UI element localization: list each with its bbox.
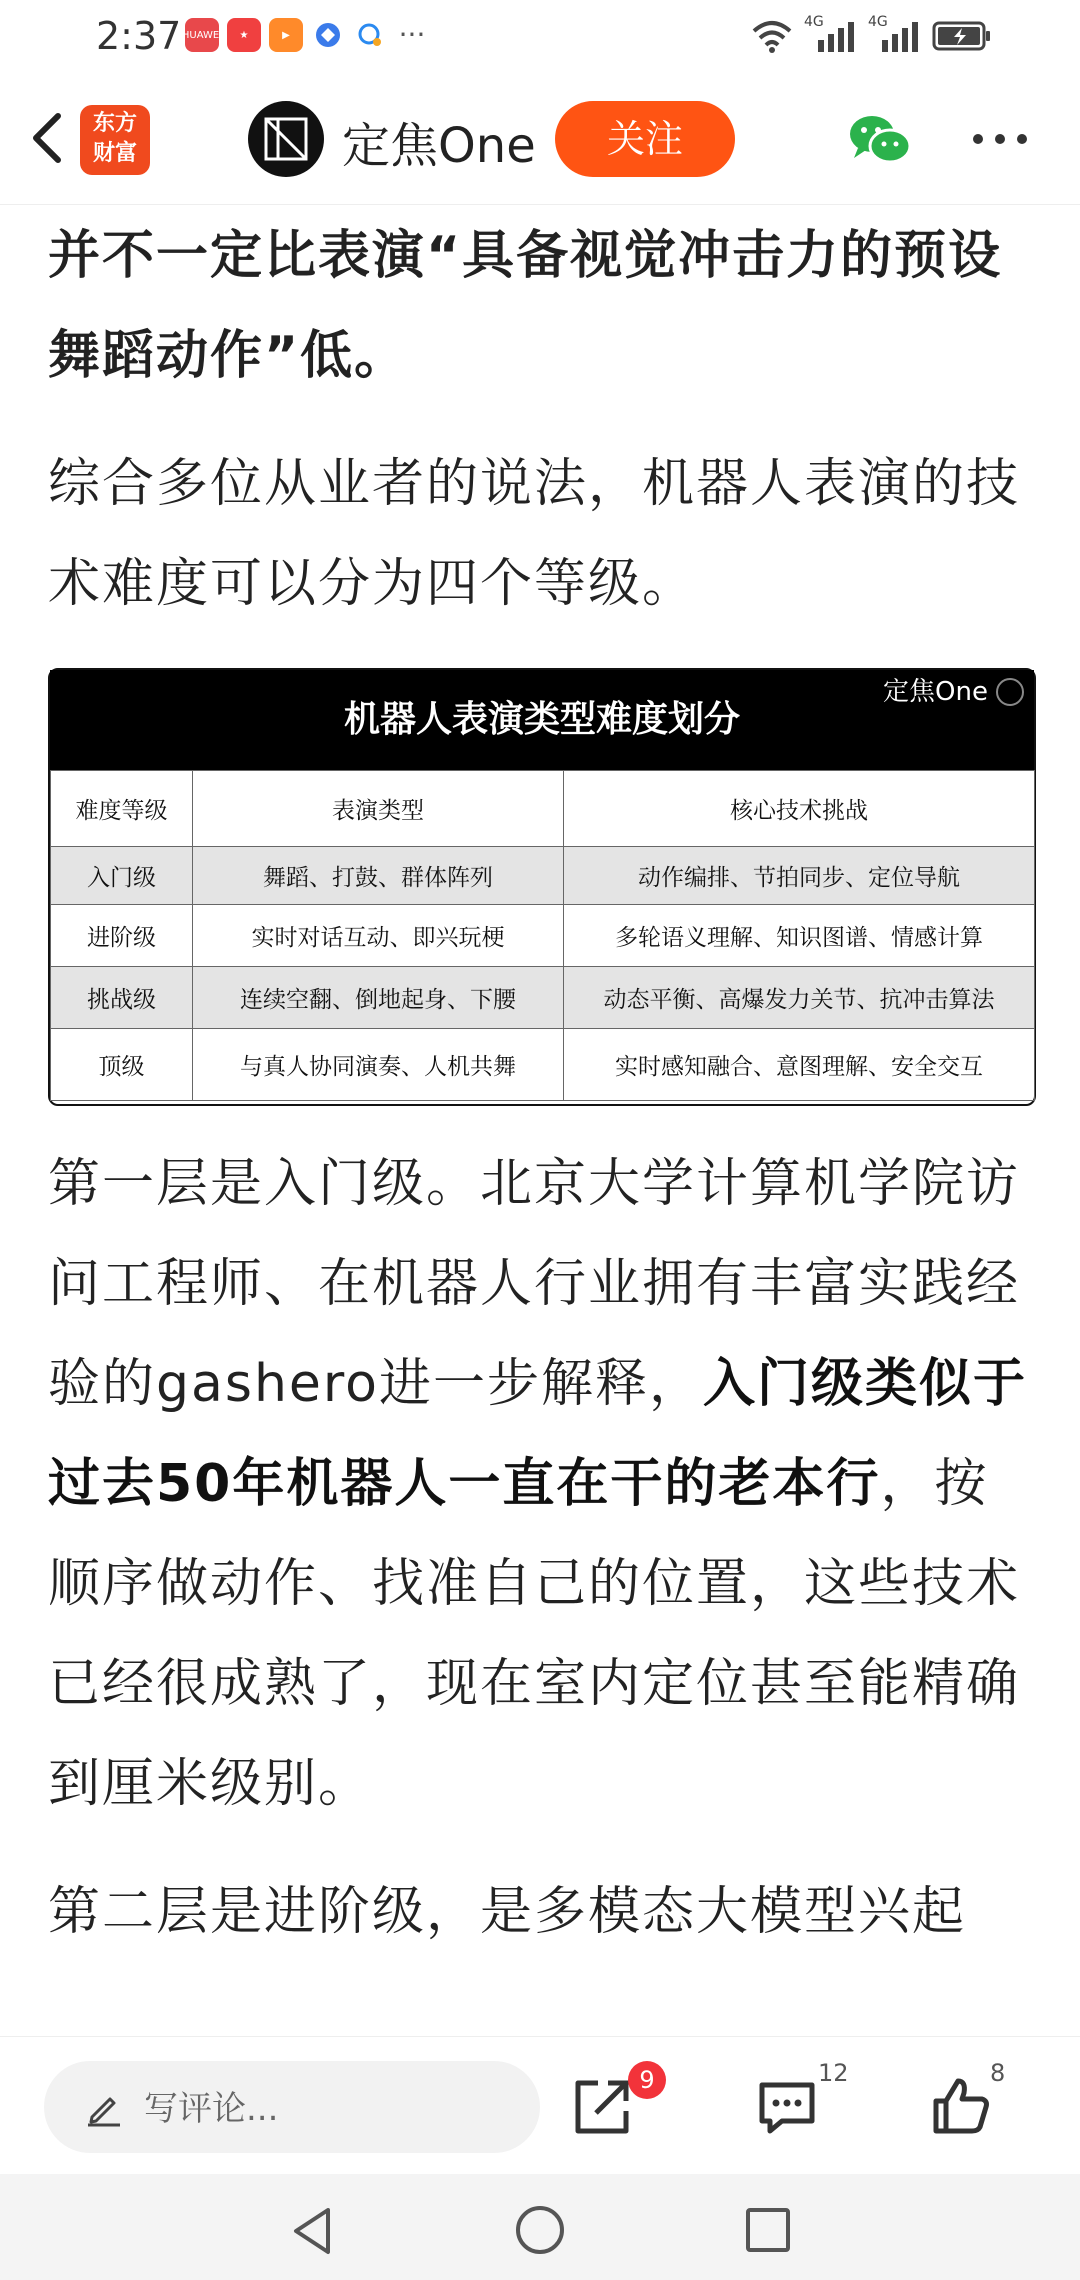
table-cell-level: 顶级 bbox=[51, 1029, 193, 1101]
table-header-cell: 核心技术挑战 bbox=[564, 771, 1035, 847]
nav-recent-icon[interactable] bbox=[746, 2208, 790, 2252]
author-avatar[interactable] bbox=[248, 101, 324, 177]
paragraph-3-bold: 入门级类似于过去50年机器人一直在干的老本行 bbox=[48, 1354, 1027, 1514]
like-count: 8 bbox=[990, 2059, 1006, 2087]
table-header-cell: 难度等级 bbox=[51, 771, 193, 847]
bottom-action-bar bbox=[0, 2036, 1080, 2175]
comment-placeholder: 写评论... bbox=[144, 2089, 279, 2129]
table-cell-type: 连续空翻、倒地起身、下腰 bbox=[193, 967, 564, 1029]
table-cell-level: 进阶级 bbox=[51, 905, 193, 967]
network-label: 4G bbox=[804, 14, 824, 30]
difficulty-table-image[interactable] bbox=[48, 668, 1036, 1106]
table-row bbox=[51, 847, 1035, 905]
watermark-logo-icon bbox=[996, 678, 1024, 706]
status-time: 2:37 bbox=[96, 14, 182, 58]
table-watermark: 定焦One bbox=[883, 677, 988, 707]
table-row bbox=[51, 967, 1035, 1029]
wifi-icon bbox=[752, 19, 792, 53]
article-body bbox=[48, 206, 1032, 1962]
table-cell-level: 挑战级 bbox=[51, 967, 193, 1029]
browser-icon bbox=[311, 18, 345, 52]
paragraph-3-end: ，按顺序做动作、找准自己的位置，这些技术已经很成熟了，现在室内定位甚至能精确到厘米级别。 bbox=[48, 1454, 1021, 1814]
share-button[interactable] bbox=[570, 2075, 634, 2139]
comments-button[interactable] bbox=[756, 2079, 818, 2135]
table-cell-type: 舞蹈、打鼓、群体阵列 bbox=[193, 847, 564, 905]
paragraph-3 bbox=[48, 1134, 1032, 1834]
article-header bbox=[0, 72, 1080, 205]
battery-icon bbox=[932, 20, 992, 52]
paragraph-3-start: 第一层是入门级。北京大学计算机学院访问工程师、在机器人行业拥有丰富实践经验的gashero进一步解释， bbox=[48, 1154, 1021, 1414]
table-title: 机器人表演类型难度划分 bbox=[343, 699, 740, 740]
share-badge: 9 bbox=[628, 2061, 666, 2099]
table-cell-challenge: 动态平衡、高爆发力关节、抗冲击算法 bbox=[564, 967, 1035, 1029]
table-header-cell: 表演类型 bbox=[193, 771, 564, 847]
paragraph-4: 第二层是进阶级，是多模态大模型兴起 bbox=[48, 1882, 967, 1942]
nav-home-icon[interactable] bbox=[516, 2206, 564, 2254]
paragraph-1: 并不一定比表演“具备视觉冲击力的预设舞蹈动作”低。 bbox=[48, 226, 1003, 386]
follow-button[interactable]: 关注 bbox=[555, 101, 735, 177]
status-right bbox=[752, 14, 992, 54]
table-cell-type: 实时对话互动、即兴玩梗 bbox=[193, 905, 564, 967]
network-label-2: 4G bbox=[868, 14, 888, 30]
table-cell-challenge: 动作编排、节拍同步、定位导航 bbox=[564, 847, 1035, 905]
chat-icon bbox=[353, 18, 387, 52]
app-logo-line1: 东方 bbox=[92, 111, 137, 136]
app-logo-line2: 财富 bbox=[92, 141, 137, 166]
like-button[interactable] bbox=[930, 2075, 990, 2135]
comment-input[interactable] bbox=[44, 2061, 540, 2153]
status-bar bbox=[0, 0, 1080, 72]
table-cell-challenge: 多轮语义理解、知识图谱、情感计算 bbox=[564, 905, 1035, 967]
notification-icons bbox=[181, 18, 429, 52]
table-row bbox=[51, 1029, 1035, 1101]
nav-back-icon[interactable] bbox=[290, 2206, 334, 2256]
app-logo[interactable] bbox=[80, 105, 150, 175]
table-cell-challenge: 实时感知融合、意图理解、安全交互 bbox=[564, 1029, 1035, 1101]
wechat-share-icon[interactable] bbox=[848, 112, 912, 168]
difficulty-table bbox=[50, 770, 1035, 1101]
table-cell-type: 与真人协同演奏、人机共舞 bbox=[193, 1029, 564, 1101]
game-icon: ★ bbox=[227, 18, 261, 52]
more-notifications-icon: ··· bbox=[398, 18, 426, 51]
signal-icon-2 bbox=[868, 14, 920, 54]
back-button[interactable] bbox=[22, 106, 72, 170]
table-header-row bbox=[51, 771, 1035, 847]
system-nav-bar bbox=[0, 2174, 1080, 2280]
huawei-icon: HUAWEI bbox=[185, 18, 219, 52]
paragraph-2: 综合多位从业者的说法，机器人表演的技术难度可以分为四个等级。 bbox=[48, 454, 1021, 614]
comment-count: 12 bbox=[818, 2059, 849, 2087]
video-icon: ▶ bbox=[269, 18, 303, 52]
author-name[interactable]: 定焦One bbox=[342, 118, 536, 174]
more-options-icon[interactable] bbox=[970, 124, 1030, 154]
table-row bbox=[51, 905, 1035, 967]
table-cell-level: 入门级 bbox=[51, 847, 193, 905]
pencil-icon bbox=[84, 2087, 124, 2127]
signal-icon bbox=[804, 14, 856, 54]
